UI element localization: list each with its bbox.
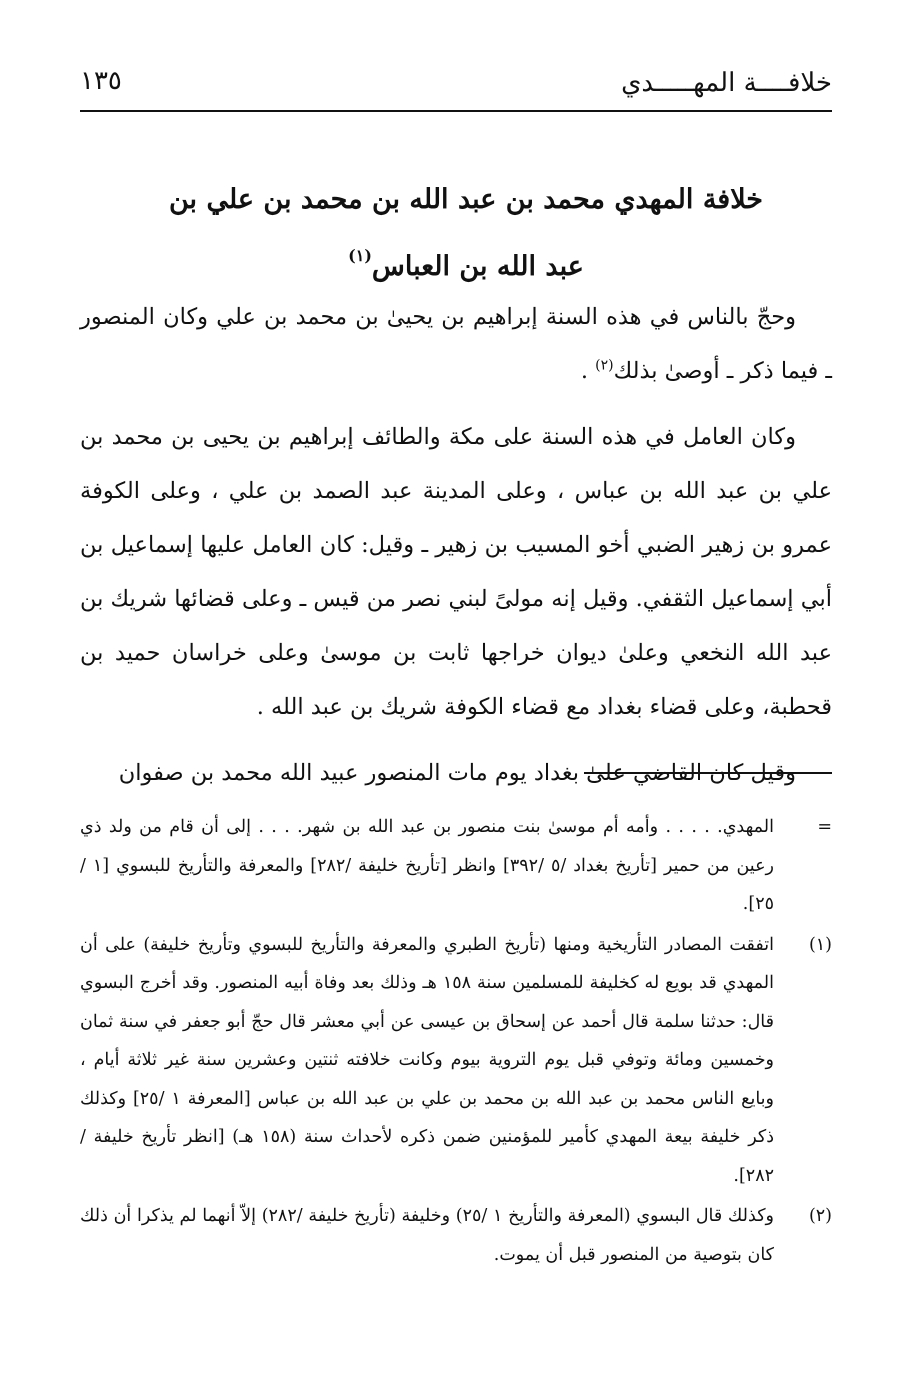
chapter-title-line-1: خلافة المهدي محمد بن عبد الله بن محمد بن علي بن bbox=[168, 184, 763, 215]
footnote-text: المهدي. . . . . وأمه أم موسىٰ بنت منصور بن عبد الله بن شهر. . . . إلى أن قام من ولد ذي رعين من حمير [تأريخ بغداد /٥ /٣٩٢] وانظر [تأريخ خليفة /٢٨٢] والمعرفة والتأريخ للبسوي [١ /٢٥]. bbox=[80, 817, 774, 914]
footnote-1 bbox=[80, 926, 832, 1196]
body-text bbox=[80, 290, 832, 812]
footnote-continued bbox=[80, 808, 832, 924]
chapter-title-line-2 bbox=[100, 228, 832, 295]
footnotes bbox=[80, 808, 832, 1276]
paragraph-1-tail: . bbox=[580, 358, 588, 384]
footnote-marker: (٢) bbox=[808, 1206, 832, 1226]
footnote-text: اتفقت المصادر التأريخية ومنها (تأريخ الطبري والمعرفة والتأريخ للبسوي وتأريخ خليفة) على أن المهدي قد بويع له كخليفة للمسلمين سنة ١٥٨ هـ وذلك بعد وفاة أبيه المنصور. وقد أخرج البسوي قال: حدثنا سلمة قال أحمد عن إسحاق بن عيسى عن أبي معشر قال حجّ أبو جعفر في سنة ثمان وخمسين ومائة وتوفي قبل يوم التروية بيوم وكانت خلافته ثنتين وعشرين سنة غير ثلاثة أيام ، وبايع الناس محمد بن عبد الله بن محمد بن علي بن عبد الله بن عباس [المعرفة ١ /٢٥] وكذلك ذكر خليفة بيعة المهدي كأمير للمؤمنين ضمن ذكره لأحداث سنة (١٥٨ هـ) [انظر تأريخ خليفة /٢٨٢]. bbox=[80, 934, 774, 1186]
footnote-2 bbox=[80, 1197, 832, 1274]
chapter-title bbox=[100, 172, 832, 295]
page-header bbox=[80, 58, 832, 108]
footnote-separator bbox=[584, 772, 832, 774]
paragraph-1-text: وحجّ بالناس في هذه السنة إبراهيم بن يحيىٰ بن محمد بن علي وكان المنصور ـ فيما ذكر ـ أوصىٰ بذلك bbox=[80, 304, 832, 384]
running-title: خلافــــة المهـــــدي bbox=[621, 68, 832, 98]
body-paragraph-3: وقيل كان القاضي علىٰ بغداد يوم مات المنصور عبيد الله محمد بن صفوان bbox=[118, 760, 796, 786]
footnote-marker: = bbox=[817, 817, 832, 837]
footnote-marker: (١) bbox=[808, 934, 832, 955]
body-paragraph-2: وكان العامل في هذه السنة على مكة والطائف إبراهيم بن يحيى بن محمد بن علي بن عبد الله بن عباس ، وعلى المدينة عبد الصمد بن علي ، وعلى الكوفة عمرو بن زهير الضبي أخو المسيب بن زهير ـ وقيل: كان العامل عليها إسماعيل بن أبي إسماعيل الثقفي. وقيل إنه مولىً لبني نصر من قيس ـ وعلى قضائها شريك بن عبد الله النخعي وعلىٰ ديوان خراجها ثابت بن موسىٰ وعلى خراسان حميد بن قحطبة، وعلى قضاء بغداد مع قضاء الكوفة شريك بن عبد الله . bbox=[80, 424, 832, 720]
chapter-title-footnote-ref: (١) bbox=[348, 246, 372, 265]
body-paragraph-1 bbox=[80, 290, 832, 398]
chapter-title-line-2-text: عبد الله بن العباس bbox=[371, 251, 584, 282]
footnote-text: وكذلك قال البسوي (المعرفة والتأريخ ١ /٢٥) وخليفة (تأريخ خليفة /٢٨٢) إلاّ أنهما لم يذكرا أن ذلك كان بتوصية من المنصور قبل أن يموت. bbox=[80, 1206, 774, 1265]
header-rule bbox=[80, 110, 832, 112]
page-number: ١٣٥ bbox=[80, 66, 122, 96]
paragraph-1-footnote-ref: (٢) bbox=[595, 357, 614, 374]
